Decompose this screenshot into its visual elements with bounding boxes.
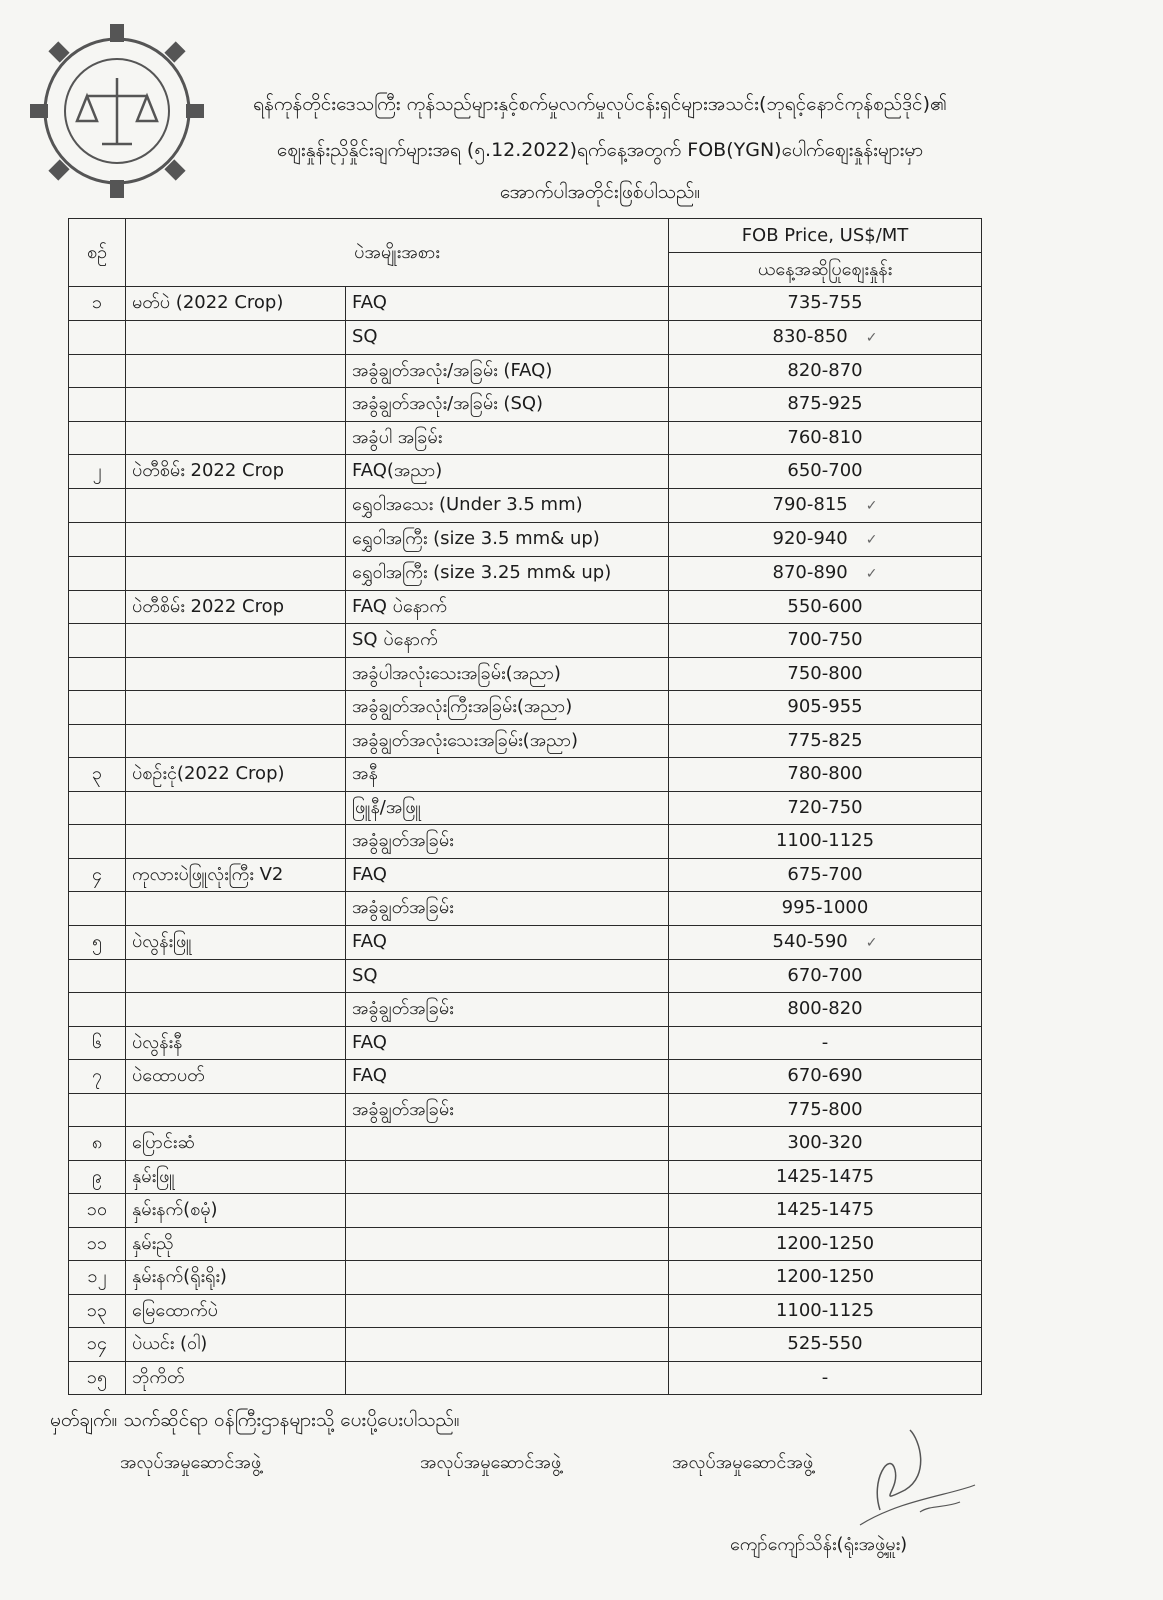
table-row <box>69 1194 982 1228</box>
row-number <box>69 657 126 691</box>
table-row <box>69 1227 982 1261</box>
item-price-text: 550-600 <box>787 595 863 617</box>
item-grade <box>346 320 669 354</box>
item-grade-text: အခွံချွတ်အခြမ်း <box>352 998 454 1020</box>
item-grade-text: အခွံချွတ်အခြမ်း <box>352 897 454 919</box>
item-name <box>126 758 346 792</box>
item-name-text: နှမ်းနက်(စမုံ) <box>132 1199 218 1221</box>
item-price <box>669 1261 982 1295</box>
item-name-text: မြေထောက်ပဲ <box>132 1299 218 1321</box>
check-mark-icon: ✓ <box>865 531 878 548</box>
item-price <box>669 1026 982 1060</box>
row-number <box>69 287 126 321</box>
item-price-text: 875-925 <box>787 393 863 415</box>
table-row <box>69 556 982 590</box>
item-name <box>126 1093 346 1127</box>
table-row <box>69 1026 982 1060</box>
item-name <box>126 825 346 859</box>
header-line-1: ရန်ကုန်တိုင်းဒေသကြီး ကုန်သည်များနှင့်စက်မှုလက်မှုလုပ်ငန်းရှင်များအသင်း(ဘုရင့်နောင်ကုန်စည်ဒိုင်)၏ <box>253 93 947 115</box>
row-number <box>69 354 126 388</box>
handwritten-signature <box>850 1420 990 1530</box>
row-number-text: ၁၂ <box>87 1266 107 1288</box>
item-price-text: 820-870 <box>787 359 863 381</box>
item-name <box>126 287 346 321</box>
item-price-text: 1100-1125 <box>775 830 875 852</box>
item-grade <box>346 892 669 926</box>
row-number <box>69 925 126 959</box>
item-name <box>126 320 346 354</box>
check-mark-icon: ✓ <box>865 565 878 582</box>
item-price-text: 540-590 <box>772 930 848 952</box>
row-number <box>69 1127 126 1161</box>
item-price <box>669 691 982 725</box>
row-number <box>69 1026 126 1060</box>
item-price <box>669 388 982 422</box>
item-name <box>126 354 346 388</box>
item-grade <box>346 522 669 556</box>
row-number <box>69 1361 126 1395</box>
item-price <box>669 1227 982 1261</box>
row-number <box>69 1060 126 1094</box>
item-price-text: 780-800 <box>787 763 863 785</box>
item-name-text: ပဲတီစိမ်း 2022 Crop <box>132 460 285 482</box>
item-grade <box>346 1227 669 1261</box>
item-name <box>126 1026 346 1060</box>
item-price <box>669 1361 982 1395</box>
item-price-text: 905-955 <box>787 696 863 718</box>
item-name-text: နှမ်းနက်(ရိုးရိုး) <box>132 1266 227 1288</box>
item-price-text: 700-750 <box>787 629 863 651</box>
item-price-text: 1100-1125 <box>775 1299 875 1321</box>
row-number <box>69 959 126 993</box>
item-grade-text: အခွံချွတ်အခြမ်း <box>352 1098 454 1120</box>
table-row <box>69 1127 982 1161</box>
item-price-text: 1425-1475 <box>775 1199 875 1221</box>
item-name-text: ကုလားပဲဖြူလုံးကြီး V2 <box>132 863 284 885</box>
item-grade <box>346 959 669 993</box>
item-price <box>669 1194 982 1228</box>
row-number-text: ၁၁ <box>86 1232 108 1254</box>
table-row <box>69 993 982 1027</box>
table-row <box>69 724 982 758</box>
table-row <box>69 758 982 792</box>
table-row <box>69 925 982 959</box>
item-price <box>669 590 982 624</box>
item-name-text: ပဲစဉ်းငုံ(2022 Crop) <box>132 763 285 785</box>
table-row <box>69 1328 982 1362</box>
col-price-subheader: ယနေ့အဆိုပြုစျေးနှုန်း <box>669 253 982 287</box>
item-price <box>669 858 982 892</box>
table-row <box>69 1060 982 1094</box>
item-grade-text: SQ <box>352 964 378 986</box>
row-number <box>69 825 126 859</box>
item-grade <box>346 287 669 321</box>
item-name <box>126 421 346 455</box>
item-grade-text: ရွှေဝါအကြီး (size 3.5 mm& up) <box>352 528 600 549</box>
item-price-text: 650-700 <box>787 460 863 482</box>
item-name <box>126 1361 346 1395</box>
item-price <box>669 758 982 792</box>
check-mark-icon: ✓ <box>865 497 878 514</box>
item-grade-text: အခွံချွတ်အလုံးကြီးအခြမ်း(အညာ) <box>352 696 573 718</box>
item-price <box>669 488 982 522</box>
row-number-text: ၁၀ <box>86 1199 108 1221</box>
item-name <box>126 892 346 926</box>
item-price <box>669 791 982 825</box>
item-price <box>669 1127 982 1161</box>
row-number <box>69 1261 126 1295</box>
item-price <box>669 354 982 388</box>
item-grade <box>346 1361 669 1395</box>
item-price-text: 525-550 <box>787 1333 863 1355</box>
item-grade <box>346 825 669 859</box>
item-grade <box>346 993 669 1027</box>
item-price <box>669 892 982 926</box>
item-grade <box>346 925 669 959</box>
price-table <box>68 218 982 1395</box>
item-grade <box>346 1060 669 1094</box>
item-price-text: 300-320 <box>787 1132 863 1154</box>
item-name <box>126 1060 346 1094</box>
item-price <box>669 724 982 758</box>
item-name-text: မတ်ပဲ (2022 Crop) <box>132 292 284 314</box>
item-grade <box>346 421 669 455</box>
row-number-text: ၄ <box>91 863 103 885</box>
item-name <box>126 522 346 556</box>
item-price <box>669 556 982 590</box>
item-grade <box>346 388 669 422</box>
item-name <box>126 791 346 825</box>
item-price <box>669 825 982 859</box>
row-number-text: ၆ <box>91 1031 103 1053</box>
table-row <box>69 455 982 489</box>
item-name <box>126 959 346 993</box>
price-table-body <box>69 287 982 1395</box>
row-number <box>69 1194 126 1228</box>
item-price <box>669 925 982 959</box>
table-row <box>69 320 982 354</box>
item-grade <box>346 556 669 590</box>
row-number <box>69 1294 126 1328</box>
item-price-text: 720-750 <box>787 796 863 818</box>
item-grade-text: အခွံပါအလုံးသေးအခြမ်း(အညာ) <box>352 662 561 684</box>
item-grade-text: FAQ <box>352 1031 387 1053</box>
item-grade <box>346 1026 669 1060</box>
row-number-text: ၁၅ <box>86 1366 108 1388</box>
item-name <box>126 724 346 758</box>
signature-label-1: အလုပ်အမှုဆောင်အဖွဲ့ <box>120 1452 262 1473</box>
row-number <box>69 691 126 725</box>
item-name <box>126 1294 346 1328</box>
col-no-header: စဉ် <box>69 219 126 287</box>
row-number <box>69 522 126 556</box>
item-grade <box>346 590 669 624</box>
item-name <box>126 556 346 590</box>
item-name-text: ဘိုကိတ် <box>132 1366 185 1388</box>
item-grade-text: FAQ <box>352 863 387 885</box>
item-grade <box>346 858 669 892</box>
item-price-text: 1425-1475 <box>775 1165 875 1187</box>
item-grade <box>346 758 669 792</box>
item-price-text: - <box>821 1366 829 1388</box>
header-line-3: အောက်ပါအတိုင်းဖြစ်ပါသည်။ <box>499 181 701 203</box>
item-name <box>126 691 346 725</box>
table-row <box>69 624 982 658</box>
row-number <box>69 624 126 658</box>
item-grade <box>346 657 669 691</box>
item-name <box>126 1127 346 1161</box>
item-price <box>669 1060 982 1094</box>
table-row <box>69 791 982 825</box>
item-grade-text: FAQ <box>352 1065 387 1087</box>
item-price <box>669 1093 982 1127</box>
item-grade-text: ဖြူနီ/အဖြူ <box>352 796 421 818</box>
item-price-text: 775-825 <box>787 729 863 751</box>
item-price-text: 790-815 <box>772 493 848 515</box>
item-price <box>669 320 982 354</box>
item-grade-text: SQ ပဲနောက် <box>352 629 438 651</box>
item-price-text: 775-800 <box>787 1098 863 1120</box>
table-row <box>69 959 982 993</box>
item-name <box>126 858 346 892</box>
item-price <box>669 421 982 455</box>
item-grade-text: FAQ(အညာ) <box>352 460 443 482</box>
row-number <box>69 858 126 892</box>
item-grade <box>346 624 669 658</box>
item-grade-text: FAQ ပဲနောက် <box>352 595 447 617</box>
item-name-text: ပဲလွန်းဖြူ <box>132 931 192 952</box>
item-grade-text: အနီ <box>352 763 378 785</box>
row-number <box>69 320 126 354</box>
row-number-text: ၃ <box>91 763 103 785</box>
item-grade-text: FAQ <box>352 292 387 314</box>
table-row <box>69 1093 982 1127</box>
item-name-text: ပဲထောပတ် <box>132 1065 205 1087</box>
item-grade <box>346 1328 669 1362</box>
signature-label-3: အလုပ်အမှုဆောင်အဖွဲ့ <box>672 1452 814 1473</box>
item-price <box>669 657 982 691</box>
item-price <box>669 1160 982 1194</box>
item-grade-text: အခွံချွတ်အခြမ်း <box>352 830 454 852</box>
item-grade <box>346 488 669 522</box>
item-price <box>669 993 982 1027</box>
item-price <box>669 522 982 556</box>
item-grade <box>346 1093 669 1127</box>
item-name-text: ပဲလွန်းနီ <box>132 1031 183 1053</box>
item-grade <box>346 1294 669 1328</box>
item-name-text: ပဲတီစိမ်း 2022 Crop <box>132 595 285 617</box>
table-row <box>69 825 982 859</box>
row-number-text: ၅ <box>91 931 103 952</box>
item-price-text: 830-850 <box>772 325 848 347</box>
row-number <box>69 388 126 422</box>
check-mark-icon: ✓ <box>865 329 878 346</box>
row-number-text: ၈ <box>91 1132 103 1154</box>
table-row <box>69 657 982 691</box>
item-price-text: 1200-1250 <box>775 1232 875 1254</box>
item-name-text: ပြောင်းဆံ <box>132 1132 195 1154</box>
table-row <box>69 354 982 388</box>
item-price-text: 800-820 <box>787 998 863 1020</box>
table-row <box>69 522 982 556</box>
row-number <box>69 421 126 455</box>
col-price-header: FOB Price, US$/MT <box>669 219 982 253</box>
item-name <box>126 1160 346 1194</box>
row-number <box>69 724 126 758</box>
item-name-text: ပဲယင်း (ဝါ) <box>132 1333 208 1355</box>
table-row <box>69 590 982 624</box>
item-grade <box>346 1261 669 1295</box>
item-grade <box>346 1160 669 1194</box>
row-number <box>69 488 126 522</box>
row-number <box>69 556 126 590</box>
item-name-text: နှမ်းဖြူ <box>132 1165 175 1187</box>
item-price-text: 870-890 <box>772 561 848 583</box>
item-price <box>669 1294 982 1328</box>
item-name <box>126 1227 346 1261</box>
check-mark-icon: ✓ <box>865 934 878 951</box>
item-name-text: နှမ်းညို <box>132 1232 174 1254</box>
item-price <box>669 624 982 658</box>
item-name <box>126 1194 346 1228</box>
header-line-2: စျေးနှုန်းညှိနှိုင်းချက်များအရ (၅.12.2022)ရက်နေ့အတွက် FOB(YGN)ပေါက်စျေးနှုန်းများမှာ <box>276 139 924 161</box>
item-name <box>126 1328 346 1362</box>
item-grade <box>346 791 669 825</box>
table-row <box>69 421 982 455</box>
item-price-text: - <box>821 1031 829 1053</box>
item-grade-text: အခွံချွတ်အလုံး/အခြမ်း (FAQ) <box>352 359 553 381</box>
row-number-text: ၁၄ <box>86 1333 108 1355</box>
row-number <box>69 1328 126 1362</box>
item-price <box>669 287 982 321</box>
item-grade-text: အခွံပါ အခြမ်း <box>352 426 443 448</box>
table-row <box>69 1361 982 1395</box>
item-grade <box>346 1194 669 1228</box>
item-price-text: 670-690 <box>787 1065 863 1087</box>
item-name <box>126 624 346 658</box>
item-grade <box>346 455 669 489</box>
item-price-text: 760-810 <box>787 426 863 448</box>
row-number <box>69 892 126 926</box>
item-name <box>126 590 346 624</box>
footnote: မှတ်ချက်။ သက်ဆိုင်ရာ ဝန်ကြီးဌာနများသို့ ပေးပို့ပေးပါသည်။ <box>50 1409 460 1431</box>
item-grade <box>346 1127 669 1161</box>
item-grade <box>346 354 669 388</box>
row-number <box>69 993 126 1027</box>
item-price <box>669 1328 982 1362</box>
item-price-text: 675-700 <box>787 863 863 885</box>
item-grade <box>346 691 669 725</box>
table-row <box>69 1261 982 1295</box>
item-grade-text: အခွံချွတ်အလုံး/အခြမ်း (SQ) <box>352 393 544 415</box>
item-name <box>126 488 346 522</box>
table-row <box>69 1160 982 1194</box>
row-number-text: ၉ <box>91 1165 103 1187</box>
row-number <box>69 791 126 825</box>
item-grade-text: အခွံချွတ်အလုံးသေးအခြမ်း(အညာ) <box>352 729 579 751</box>
item-price-text: 735-755 <box>787 292 863 314</box>
item-grade-text: ရွှေဝါအကြီး (size 3.25 mm& up) <box>352 562 612 583</box>
table-row <box>69 388 982 422</box>
row-number <box>69 1227 126 1261</box>
row-number <box>69 1160 126 1194</box>
row-number-text: ၇ <box>91 1065 103 1087</box>
item-price <box>669 959 982 993</box>
item-price-text: 995-1000 <box>781 897 869 919</box>
item-price-text: 920-940 <box>772 527 848 549</box>
table-row <box>69 691 982 725</box>
row-number <box>69 758 126 792</box>
item-price-text: 750-800 <box>787 662 863 684</box>
row-number-text: ၂ <box>92 460 102 482</box>
item-name <box>126 455 346 489</box>
signature-label-2: အလုပ်အမှုဆောင်အဖွဲ့ <box>420 1452 562 1473</box>
item-name <box>126 657 346 691</box>
row-number-text: ၁၃ <box>86 1299 108 1321</box>
item-grade <box>346 724 669 758</box>
item-name <box>126 993 346 1027</box>
row-number <box>69 590 126 624</box>
row-number <box>69 1093 126 1127</box>
col-item-header: ပဲအမျိုးအစား <box>126 219 669 287</box>
table-row <box>69 287 982 321</box>
item-price <box>669 455 982 489</box>
table-row <box>69 892 982 926</box>
row-number-text: ၁ <box>91 292 103 314</box>
item-price-text: 1200-1250 <box>775 1266 875 1288</box>
item-name <box>126 388 346 422</box>
table-row <box>69 488 982 522</box>
row-number <box>69 455 126 489</box>
table-row <box>69 1294 982 1328</box>
item-grade-text: SQ <box>352 326 378 347</box>
item-price-text: 670-700 <box>787 964 863 986</box>
item-grade-text: FAQ <box>352 931 387 952</box>
item-name <box>126 1261 346 1295</box>
table-row <box>69 858 982 892</box>
item-grade-text: ရွှေဝါအသေး (Under 3.5 mm) <box>352 494 583 515</box>
signer-name: ကျော်ကျော်သိန်း(ရုံးအဖွဲ့မှူး) <box>730 1534 908 1555</box>
item-name <box>126 925 346 959</box>
